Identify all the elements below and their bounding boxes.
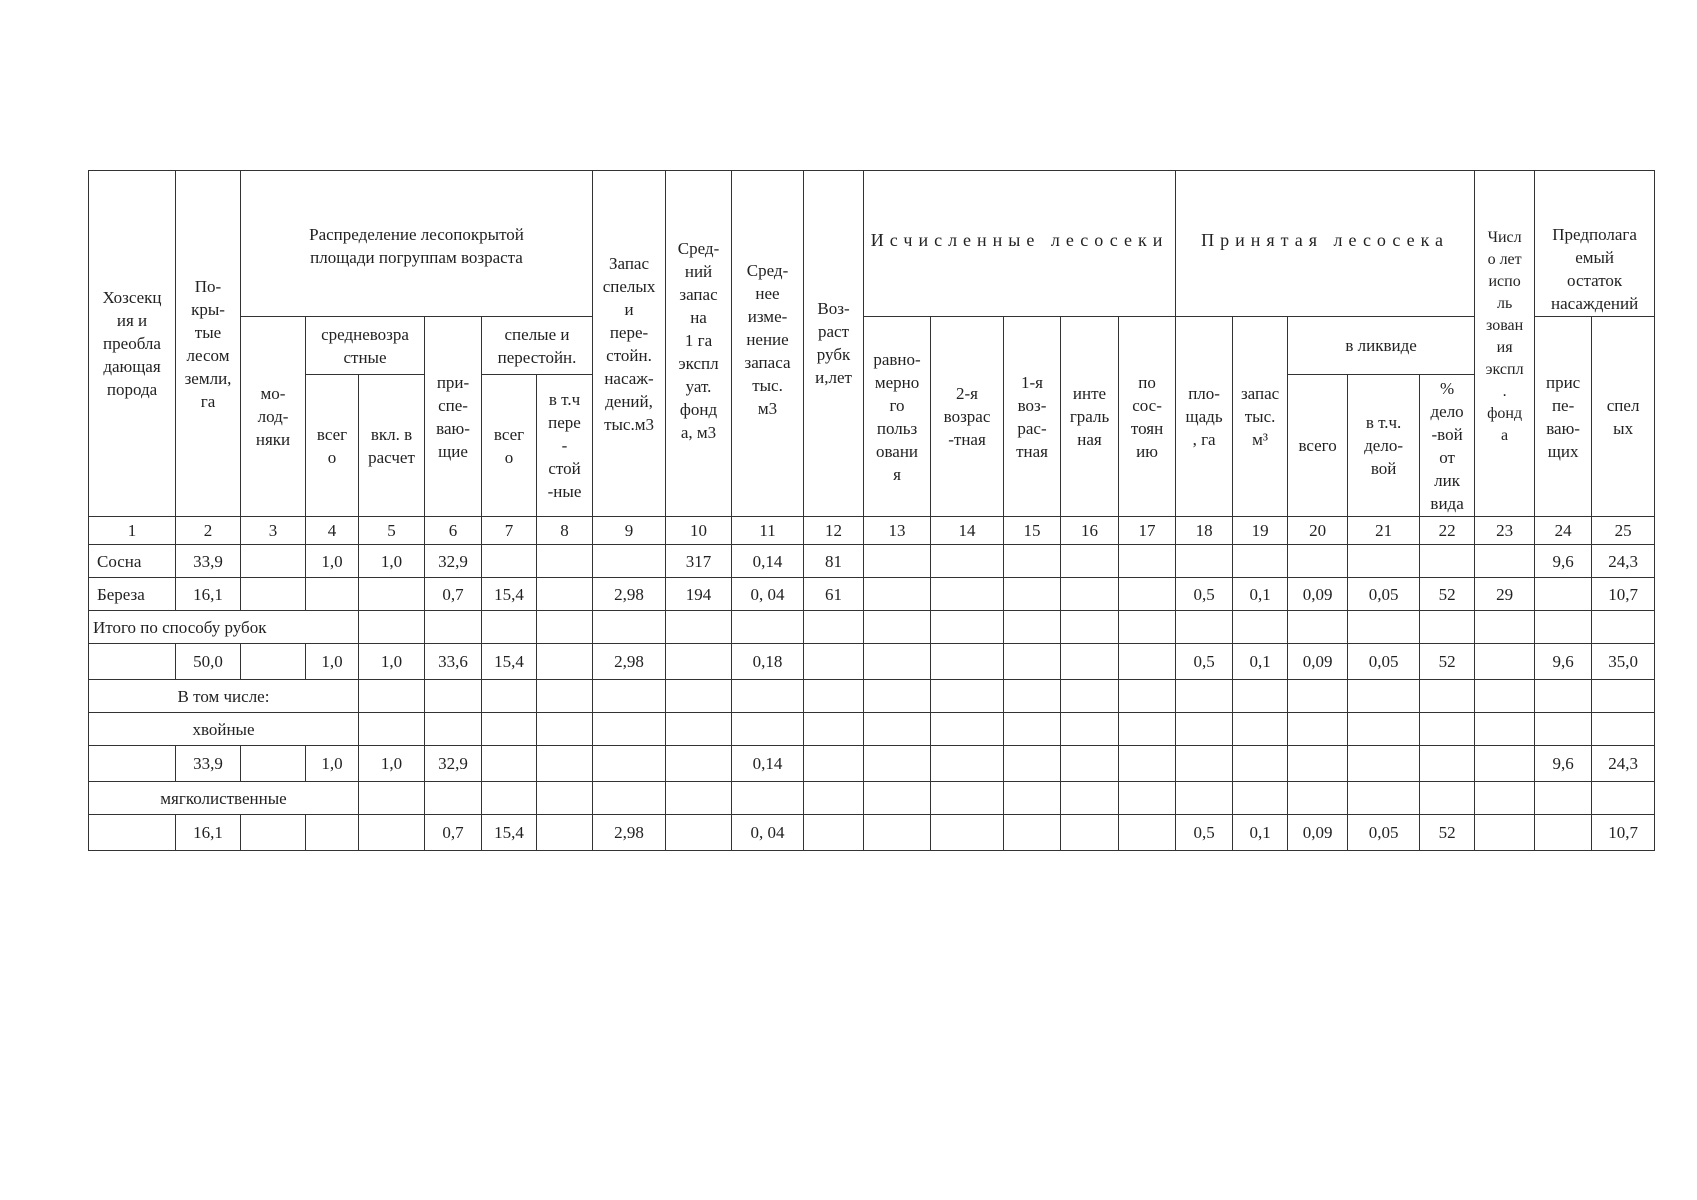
colnum-col-7: 7	[482, 517, 537, 545]
header-col-4: всег о	[306, 375, 359, 517]
bereza-cell-col-20: 0,09	[1288, 578, 1348, 611]
forest-table-wrapper	[88, 170, 1647, 851]
hvoinye-cell-col-16	[1061, 746, 1119, 782]
myagk-cell-col-4	[306, 815, 359, 851]
sosna-cell-col-17	[1119, 545, 1176, 578]
colnum-col-16: 16	[1061, 517, 1119, 545]
header-col-8: в т.ч пере - стой -ные	[537, 375, 593, 517]
colnum-col-8: 8	[537, 517, 593, 545]
sosna-cell-col-8	[537, 545, 593, 578]
header-ripe-overripe: спелые и перестойн.	[482, 317, 593, 375]
hvoinye-cell-col-4: 1,0	[306, 746, 359, 782]
myagk-cell-col-15	[1004, 815, 1061, 851]
myagk-cell-col-23	[1475, 815, 1535, 851]
sosna-cell-col-7	[482, 545, 537, 578]
myagk-cell-col-13	[864, 815, 931, 851]
bereza-cell-col-18: 0,5	[1176, 578, 1233, 611]
myagk-cell-col-7: 15,4	[482, 815, 537, 851]
sosna-cell-col-1: Сосна	[89, 545, 176, 578]
sosna-cell-col-14	[931, 545, 1004, 578]
sosna-cell-col-24: 9,6	[1535, 545, 1592, 578]
column-numbers-row	[89, 517, 1655, 545]
hvoinye-cell-col-2: 33,9	[176, 746, 241, 782]
itogo-cell-col-4: 1,0	[306, 644, 359, 680]
itogo-cell-col-22: 52	[1420, 644, 1475, 680]
sosna-cell-col-21	[1348, 545, 1420, 578]
bereza-cell-col-8	[537, 578, 593, 611]
myagk-cell-col-2: 16,1	[176, 815, 241, 851]
itogo-label: Итого по способу рубок	[89, 611, 359, 644]
itogo-cell-col-11: 0,18	[732, 644, 804, 680]
bereza-cell-col-7: 15,4	[482, 578, 537, 611]
itogo-cell-col-7: 15,4	[482, 644, 537, 680]
itogo-cell-col-24: 9,6	[1535, 644, 1592, 680]
header-col-13: равно- мерно го польз овани я	[864, 317, 931, 517]
hvoinye-cell-col-24: 9,6	[1535, 746, 1592, 782]
header-col-18: пло- щадь , га	[1176, 317, 1233, 517]
table-row-itogo	[89, 644, 1655, 680]
header-col-22: % дело -вой от лик вида	[1420, 375, 1475, 517]
bereza-cell-col-4	[306, 578, 359, 611]
hvoinye-cell-col-6: 32,9	[425, 746, 482, 782]
sosna-cell-col-9	[593, 545, 666, 578]
colnum-col-4: 4	[306, 517, 359, 545]
header-col-6: при- спе- ваю- щие	[425, 317, 482, 517]
itogo-cell-col-8	[537, 644, 593, 680]
colnum-col-6: 6	[425, 517, 482, 545]
colnum-col-19: 19	[1233, 517, 1288, 545]
hvoinye-label: хвойные	[89, 713, 359, 746]
myagk-cell-col-10	[666, 815, 732, 851]
sosna-cell-col-10: 317	[666, 545, 732, 578]
colnum-col-18: 18	[1176, 517, 1233, 545]
colnum-col-11: 11	[732, 517, 804, 545]
hvoinye-cell-col-17	[1119, 746, 1176, 782]
myagk-cell-col-6: 0,7	[425, 815, 482, 851]
header-col-23: Числ о лет испо ль зован ия экспл . фонд а	[1475, 171, 1535, 517]
sosna-cell-col-2: 33,9	[176, 545, 241, 578]
myagk-cell-col-22: 52	[1420, 815, 1475, 851]
hvoinye-cell-col-5: 1,0	[359, 746, 425, 782]
colnum-col-14: 14	[931, 517, 1004, 545]
myagk-cell-col-25: 10,7	[1592, 815, 1655, 851]
header-in-liquid: в ликвиде	[1288, 317, 1475, 375]
bereza-cell-col-13	[864, 578, 931, 611]
bereza-cell-col-11: 0, 04	[732, 578, 804, 611]
bereza-cell-col-22: 52	[1420, 578, 1475, 611]
forest-cutting-table	[88, 170, 1655, 851]
vtom-label: В том числе:	[89, 680, 359, 713]
header-col-5: вкл. в расчет	[359, 375, 425, 517]
hvoinye-cell-col-20	[1288, 746, 1348, 782]
header-accepted-cut: Принятая лесосека	[1176, 171, 1475, 317]
colnum-col-23: 23	[1475, 517, 1535, 545]
header-col-10: Сред- ний запас на 1 га экспл уат. фонд а, м3	[666, 171, 732, 517]
hvoinye-cell-col-19	[1233, 746, 1288, 782]
itogo-cell-col-12	[804, 644, 864, 680]
itogo-cell-col-17	[1119, 644, 1176, 680]
bereza-cell-col-15	[1004, 578, 1061, 611]
bereza-cell-col-14	[931, 578, 1004, 611]
itogo-cell-col-3	[241, 644, 306, 680]
bereza-cell-col-21: 0,05	[1348, 578, 1420, 611]
header-col-1: Хозсекц ия и преобла дающая порода	[89, 171, 176, 517]
itogo-cell-col-20: 0,09	[1288, 644, 1348, 680]
itogo-cell-col-19: 0,1	[1233, 644, 1288, 680]
header-col-15: 1-я воз- рас- тная	[1004, 317, 1061, 517]
bereza-cell-col-5	[359, 578, 425, 611]
sosna-cell-col-23	[1475, 545, 1535, 578]
bereza-cell-col-16	[1061, 578, 1119, 611]
myagk-cell-col-19: 0,1	[1233, 815, 1288, 851]
header-col-24: прис пе- ваю- щих	[1535, 317, 1592, 517]
itogo-cell-col-1	[89, 644, 176, 680]
myagk-cell-col-1	[89, 815, 176, 851]
header-remaining-stand: Предполага емый остаток насаждений	[1535, 171, 1655, 317]
colnum-col-3: 3	[241, 517, 306, 545]
hvoinye-cell-col-18	[1176, 746, 1233, 782]
bereza-cell-col-17	[1119, 578, 1176, 611]
myagk-cell-col-16	[1061, 815, 1119, 851]
bereza-cell-col-6: 0,7	[425, 578, 482, 611]
itogo-cell-col-6: 33,6	[425, 644, 482, 680]
myagk-cell-col-5	[359, 815, 425, 851]
bereza-cell-col-10: 194	[666, 578, 732, 611]
sosna-cell-col-19	[1233, 545, 1288, 578]
table-row-hvoinye-label	[89, 713, 1655, 746]
header-middle-aged: средневозра стные	[306, 317, 425, 375]
sosna-cell-col-3	[241, 545, 306, 578]
colnum-col-17: 17	[1119, 517, 1176, 545]
table-row-itogo-label	[89, 611, 1655, 644]
header-col-25: спел ых	[1592, 317, 1655, 517]
table-row-myagk-label	[89, 782, 1655, 815]
myagk-cell-col-18: 0,5	[1176, 815, 1233, 851]
itogo-cell-col-9: 2,98	[593, 644, 666, 680]
sosna-cell-col-25: 24,3	[1592, 545, 1655, 578]
hvoinye-cell-col-15	[1004, 746, 1061, 782]
myagk-cell-col-3	[241, 815, 306, 851]
itogo-cell-col-23	[1475, 644, 1535, 680]
header-col-16: инте граль ная	[1061, 317, 1119, 517]
header-col-3: мо- лод- няки	[241, 317, 306, 517]
sosna-cell-col-18	[1176, 545, 1233, 578]
itogo-cell-col-2: 50,0	[176, 644, 241, 680]
header-calculated-cuts: Исчисленные лесосеки	[864, 171, 1176, 317]
itogo-cell-col-16	[1061, 644, 1119, 680]
itogo-cell-col-21: 0,05	[1348, 644, 1420, 680]
colnum-col-10: 10	[666, 517, 732, 545]
bereza-cell-col-9: 2,98	[593, 578, 666, 611]
colnum-col-25: 25	[1592, 517, 1655, 545]
table-row-sosna	[89, 545, 1655, 578]
table-row-vtom-label	[89, 680, 1655, 713]
bereza-cell-col-24	[1535, 578, 1592, 611]
itogo-cell-col-5: 1,0	[359, 644, 425, 680]
colnum-col-12: 12	[804, 517, 864, 545]
myagk-cell-col-9: 2,98	[593, 815, 666, 851]
bereza-cell-col-12: 61	[804, 578, 864, 611]
bereza-cell-col-3	[241, 578, 306, 611]
myagk-cell-col-11: 0, 04	[732, 815, 804, 851]
sosna-cell-col-6: 32,9	[425, 545, 482, 578]
myagk-cell-col-12	[804, 815, 864, 851]
header-col-11: Сред- нее изме- нение запаса тыс. м3	[732, 171, 804, 517]
table-row-hvoinye	[89, 746, 1655, 782]
bereza-cell-col-23: 29	[1475, 578, 1535, 611]
hvoinye-cell-col-1	[89, 746, 176, 782]
itogo-cell-col-25: 35,0	[1592, 644, 1655, 680]
hvoinye-cell-col-10	[666, 746, 732, 782]
bereza-cell-col-1: Береза	[89, 578, 176, 611]
header-age-distribution: Распределение лесопокрытой площади погруппам возраста	[241, 171, 593, 317]
hvoinye-cell-col-11: 0,14	[732, 746, 804, 782]
hvoinye-cell-col-21	[1348, 746, 1420, 782]
sosna-cell-col-22	[1420, 545, 1475, 578]
myagk-cell-col-24	[1535, 815, 1592, 851]
colnum-col-21: 21	[1348, 517, 1420, 545]
sosna-cell-col-20	[1288, 545, 1348, 578]
header-col-14: 2-я возрас -тная	[931, 317, 1004, 517]
hvoinye-cell-col-7	[482, 746, 537, 782]
sosna-cell-col-16	[1061, 545, 1119, 578]
hvoinye-cell-col-8	[537, 746, 593, 782]
header-col-2: По- кры- тые лесом земли, га	[176, 171, 241, 517]
hvoinye-cell-col-13	[864, 746, 931, 782]
myagk-cell-col-8	[537, 815, 593, 851]
hvoinye-cell-col-23	[1475, 746, 1535, 782]
myagk-cell-col-17	[1119, 815, 1176, 851]
hvoinye-cell-col-25: 24,3	[1592, 746, 1655, 782]
header-col-21: в т.ч. дело- вой	[1348, 375, 1420, 517]
hvoinye-cell-col-12	[804, 746, 864, 782]
itogo-cell-col-18: 0,5	[1176, 644, 1233, 680]
myagk-cell-col-20: 0,09	[1288, 815, 1348, 851]
header-col-7: всег о	[482, 375, 537, 517]
colnum-col-1: 1	[89, 517, 176, 545]
myagk-cell-col-14	[931, 815, 1004, 851]
colnum-col-9: 9	[593, 517, 666, 545]
colnum-col-5: 5	[359, 517, 425, 545]
header-col-17: по сос- тоян ию	[1119, 317, 1176, 517]
sosna-cell-col-5: 1,0	[359, 545, 425, 578]
bereza-cell-col-25: 10,7	[1592, 578, 1655, 611]
hvoinye-cell-col-9	[593, 746, 666, 782]
hvoinye-cell-col-22	[1420, 746, 1475, 782]
colnum-col-15: 15	[1004, 517, 1061, 545]
myagk-cell-col-21: 0,05	[1348, 815, 1420, 851]
table-row-myagk	[89, 815, 1655, 851]
colnum-col-2: 2	[176, 517, 241, 545]
itogo-cell-col-13	[864, 644, 931, 680]
myagk-label: мягколиственные	[89, 782, 359, 815]
hvoinye-cell-col-14	[931, 746, 1004, 782]
header-col-9: Запас спелых и пере- стойн. насаж- дений, тыс.м3	[593, 171, 666, 517]
itogo-cell-col-15	[1004, 644, 1061, 680]
sosna-cell-col-13	[864, 545, 931, 578]
colnum-col-20: 20	[1288, 517, 1348, 545]
colnum-col-13: 13	[864, 517, 931, 545]
header-col-20: всего	[1288, 375, 1348, 517]
sosna-cell-col-15	[1004, 545, 1061, 578]
hvoinye-cell-col-3	[241, 746, 306, 782]
header-col-19: запас тыс. м³	[1233, 317, 1288, 517]
colnum-col-24: 24	[1535, 517, 1592, 545]
itogo-cell-col-14	[931, 644, 1004, 680]
bereza-cell-col-19: 0,1	[1233, 578, 1288, 611]
sosna-cell-col-12: 81	[804, 545, 864, 578]
table-row-bereza	[89, 578, 1655, 611]
sosna-cell-col-11: 0,14	[732, 545, 804, 578]
colnum-col-22: 22	[1420, 517, 1475, 545]
sosna-cell-col-4: 1,0	[306, 545, 359, 578]
itogo-cell-col-10	[666, 644, 732, 680]
header-col-12: Воз- раст рубк и,лет	[804, 171, 864, 517]
bereza-cell-col-2: 16,1	[176, 578, 241, 611]
